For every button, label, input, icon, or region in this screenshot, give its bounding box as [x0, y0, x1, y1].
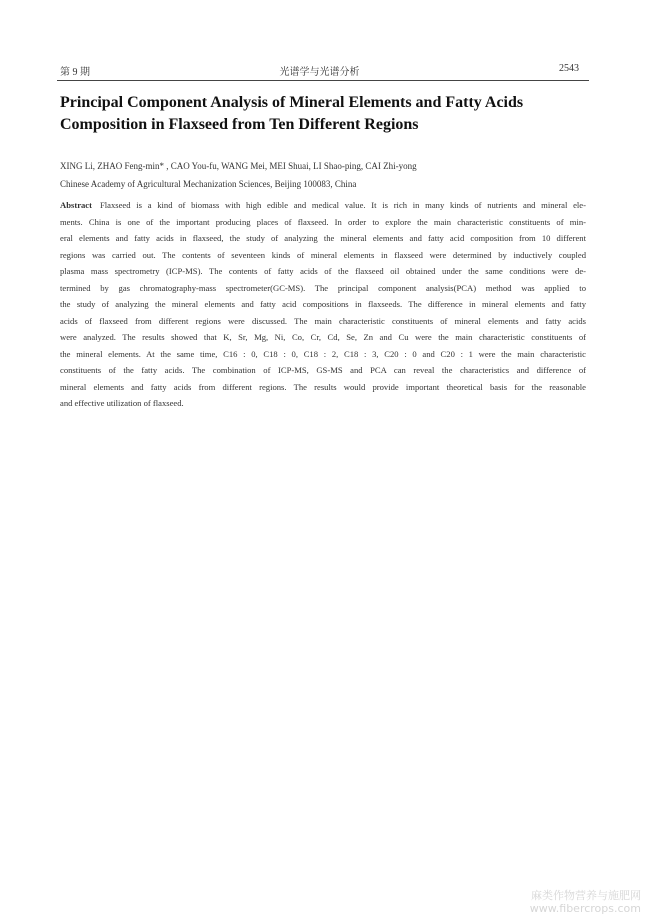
abstract-line: mineral elements and fatty acids from different regions. The results would provide important theoretical basis for the reasonable	[60, 381, 586, 392]
site-watermark	[530, 889, 641, 915]
watermark-cn: 麻类作物营养与施肥网	[531, 889, 641, 902]
header-rule	[57, 80, 589, 81]
abstract-line: plasma mass spectrometry (ICP-MS). The contents of fatty acids of the flaxseed oil obtained under the same conditions were de-	[60, 266, 586, 276]
paper-title	[60, 92, 585, 136]
issue-number: 第 9 期	[60, 67, 90, 78]
title-line-1: Principal Component Analysis of Mineral Elements and Fatty Acids	[60, 94, 524, 111]
abstract-line: regions was carried out. The contents of seventeen kinds of mineral elements in flaxseed were determined by inductively coupled	[60, 249, 586, 260]
abstract-line: acids of flaxseed from different regions were discussed. The main characteristic constituents of mineral elements and fatty acids	[60, 315, 586, 326]
running-header	[60, 63, 579, 79]
title-line-2: Composition in Flaxseed from Ten Different Regions	[60, 116, 419, 133]
abstract-line: termined by gas chromatography-mass spectrometer(GC-MS). The principal component analysis(PCA) method was applied to	[60, 282, 586, 293]
abstract-line: were analyzed. The results showed that K, Sr, Mg, Ni, Co, Cr, Cd, Se, Zn and Cu were the main characteristic constituents of	[60, 332, 586, 342]
author-list: XING Li, ZHAO Feng-min* , CAO You-fu, WANG Mei, MEI Shuai, LI Shao-ping, CAI Zhi-yong	[60, 161, 417, 171]
abstract-line: constituents of the fatty acids. The combination of ICP-MS, GS-MS and PCA can reveal the characteristics and difference of	[60, 365, 586, 375]
abstract	[60, 197, 586, 412]
abstract-line: eral elements and fatty acids in flaxseed, the study of analyzing the mineral elements and fatty acid composition from 10 different	[60, 233, 586, 243]
abstract-line	[60, 197, 586, 214]
abstract-line: the mineral elements. At the same time, C16 : 0, C18 : 0, C18 : 2, C18 : 3, C20 : 0 and C20 : 1 were the main characteristic	[60, 348, 586, 359]
watermark-url: www.fibercrops.com	[529, 902, 641, 915]
page-number: 2543	[559, 63, 579, 74]
affiliation: Chinese Academy of Agricultural Mechanization Sciences, Beijing 100083, China	[60, 179, 357, 189]
author-block	[60, 157, 585, 193]
abstract-label: Abstract	[60, 200, 92, 210]
abstract-line: ments. China is one of the important producing places of flaxseed. In order to explore the main characteristic constituents of min-	[60, 216, 586, 227]
journal-name: 光谱学与光谱分析	[279, 67, 360, 78]
abstract-text: Flaxseed is a kind of biomass with high edible and medical value. It is rich in many kinds of nutrients and mineral ele-	[99, 200, 586, 210]
abstract-line: the study of analyzing the mineral elements and fatty acid compositions in flaxseeds. The difference in mineral elements and fatty	[60, 299, 586, 309]
abstract-last-line: and effective utilization of flaxseed.	[60, 398, 184, 408]
